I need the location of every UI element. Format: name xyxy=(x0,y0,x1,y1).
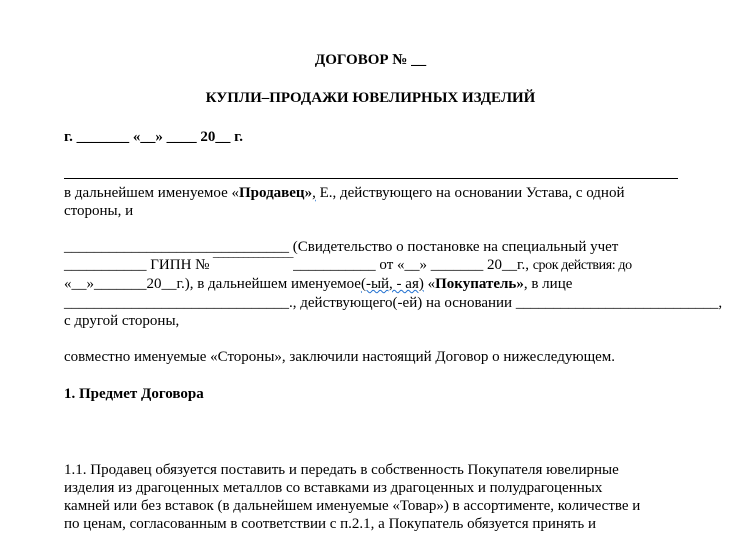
parties-joint-statement: совместно именуемые «Стороны», заключили настоящий Договор о нижеследующем. xyxy=(64,349,616,365)
buyer-quote: « xyxy=(423,276,436,292)
clause-1-1-line-4: по ценам, согласованным в соответствии с п.2.1, а Покупатель обязуется принять и xyxy=(64,516,597,532)
buyer-represented: , в лице xyxy=(523,276,573,292)
buyer-line-1: ______________________________ (Свидетельство о постановке на специальный учет xyxy=(64,239,619,255)
seller-paragraph-line-1 xyxy=(64,184,624,202)
buyer-hereinafter: «__»_______20__г.), в дальнейшем именуемое xyxy=(64,276,361,292)
seller-role: Продавец» xyxy=(239,185,313,201)
buyer-line-2 xyxy=(64,256,632,275)
buyer-line-4: ______________________________., действующего(-ей) на основании ___________________________, xyxy=(64,295,723,311)
document-subtitle: КУПЛИ–ПРОДАЖИ ЮВЕЛИРНЫХ ИЗДЕЛИЙ xyxy=(205,90,536,106)
seller-comma: , xyxy=(312,185,316,201)
section-1-heading: 1. Предмет Договора xyxy=(64,386,204,402)
clause-1-1-line-2: изделия из драгоценных металлов со вставками из драгоценных и полудрагоценных xyxy=(64,480,603,496)
buyer-line-5: с другой стороны, xyxy=(64,313,180,329)
seller-post: Е., действующего на основании Устава, с одной xyxy=(315,185,625,201)
date-line: г. _______ «__» ____ 20__ г. xyxy=(64,129,243,145)
seller-pre: в дальнейшем именуемое « xyxy=(64,185,239,201)
buyer-gipn: ___________ ГИПН № xyxy=(64,257,214,273)
buyer-gipn-overline: ‾‾‾‾‾‾‾‾‾‾‾‾‾‾‾‾ xyxy=(213,257,294,273)
clause-1-1-line-3: камней или без вставок (в дальнейшем именуемые «Товар») в ассортименте, количестве и xyxy=(64,498,641,514)
seller-paragraph-line-2: стороны, и xyxy=(64,203,134,219)
buyer-line-3 xyxy=(64,275,572,293)
clause-1-1-line-1: 1.1. Продавец обязуется поставить и передать в собственность Покупателя ювелирные xyxy=(64,462,619,478)
buyer-role: Покупатель» xyxy=(435,276,524,292)
buyer-gender-suffix: (-ый, - ая) xyxy=(360,276,424,292)
buyer-from-date: ___________ от «__» _______ 20__г., xyxy=(293,257,533,273)
buyer-validity: срок действия: до xyxy=(532,258,632,273)
seller-name-blank-line xyxy=(64,178,678,179)
document-title: ДОГОВОР № __ xyxy=(314,52,427,68)
